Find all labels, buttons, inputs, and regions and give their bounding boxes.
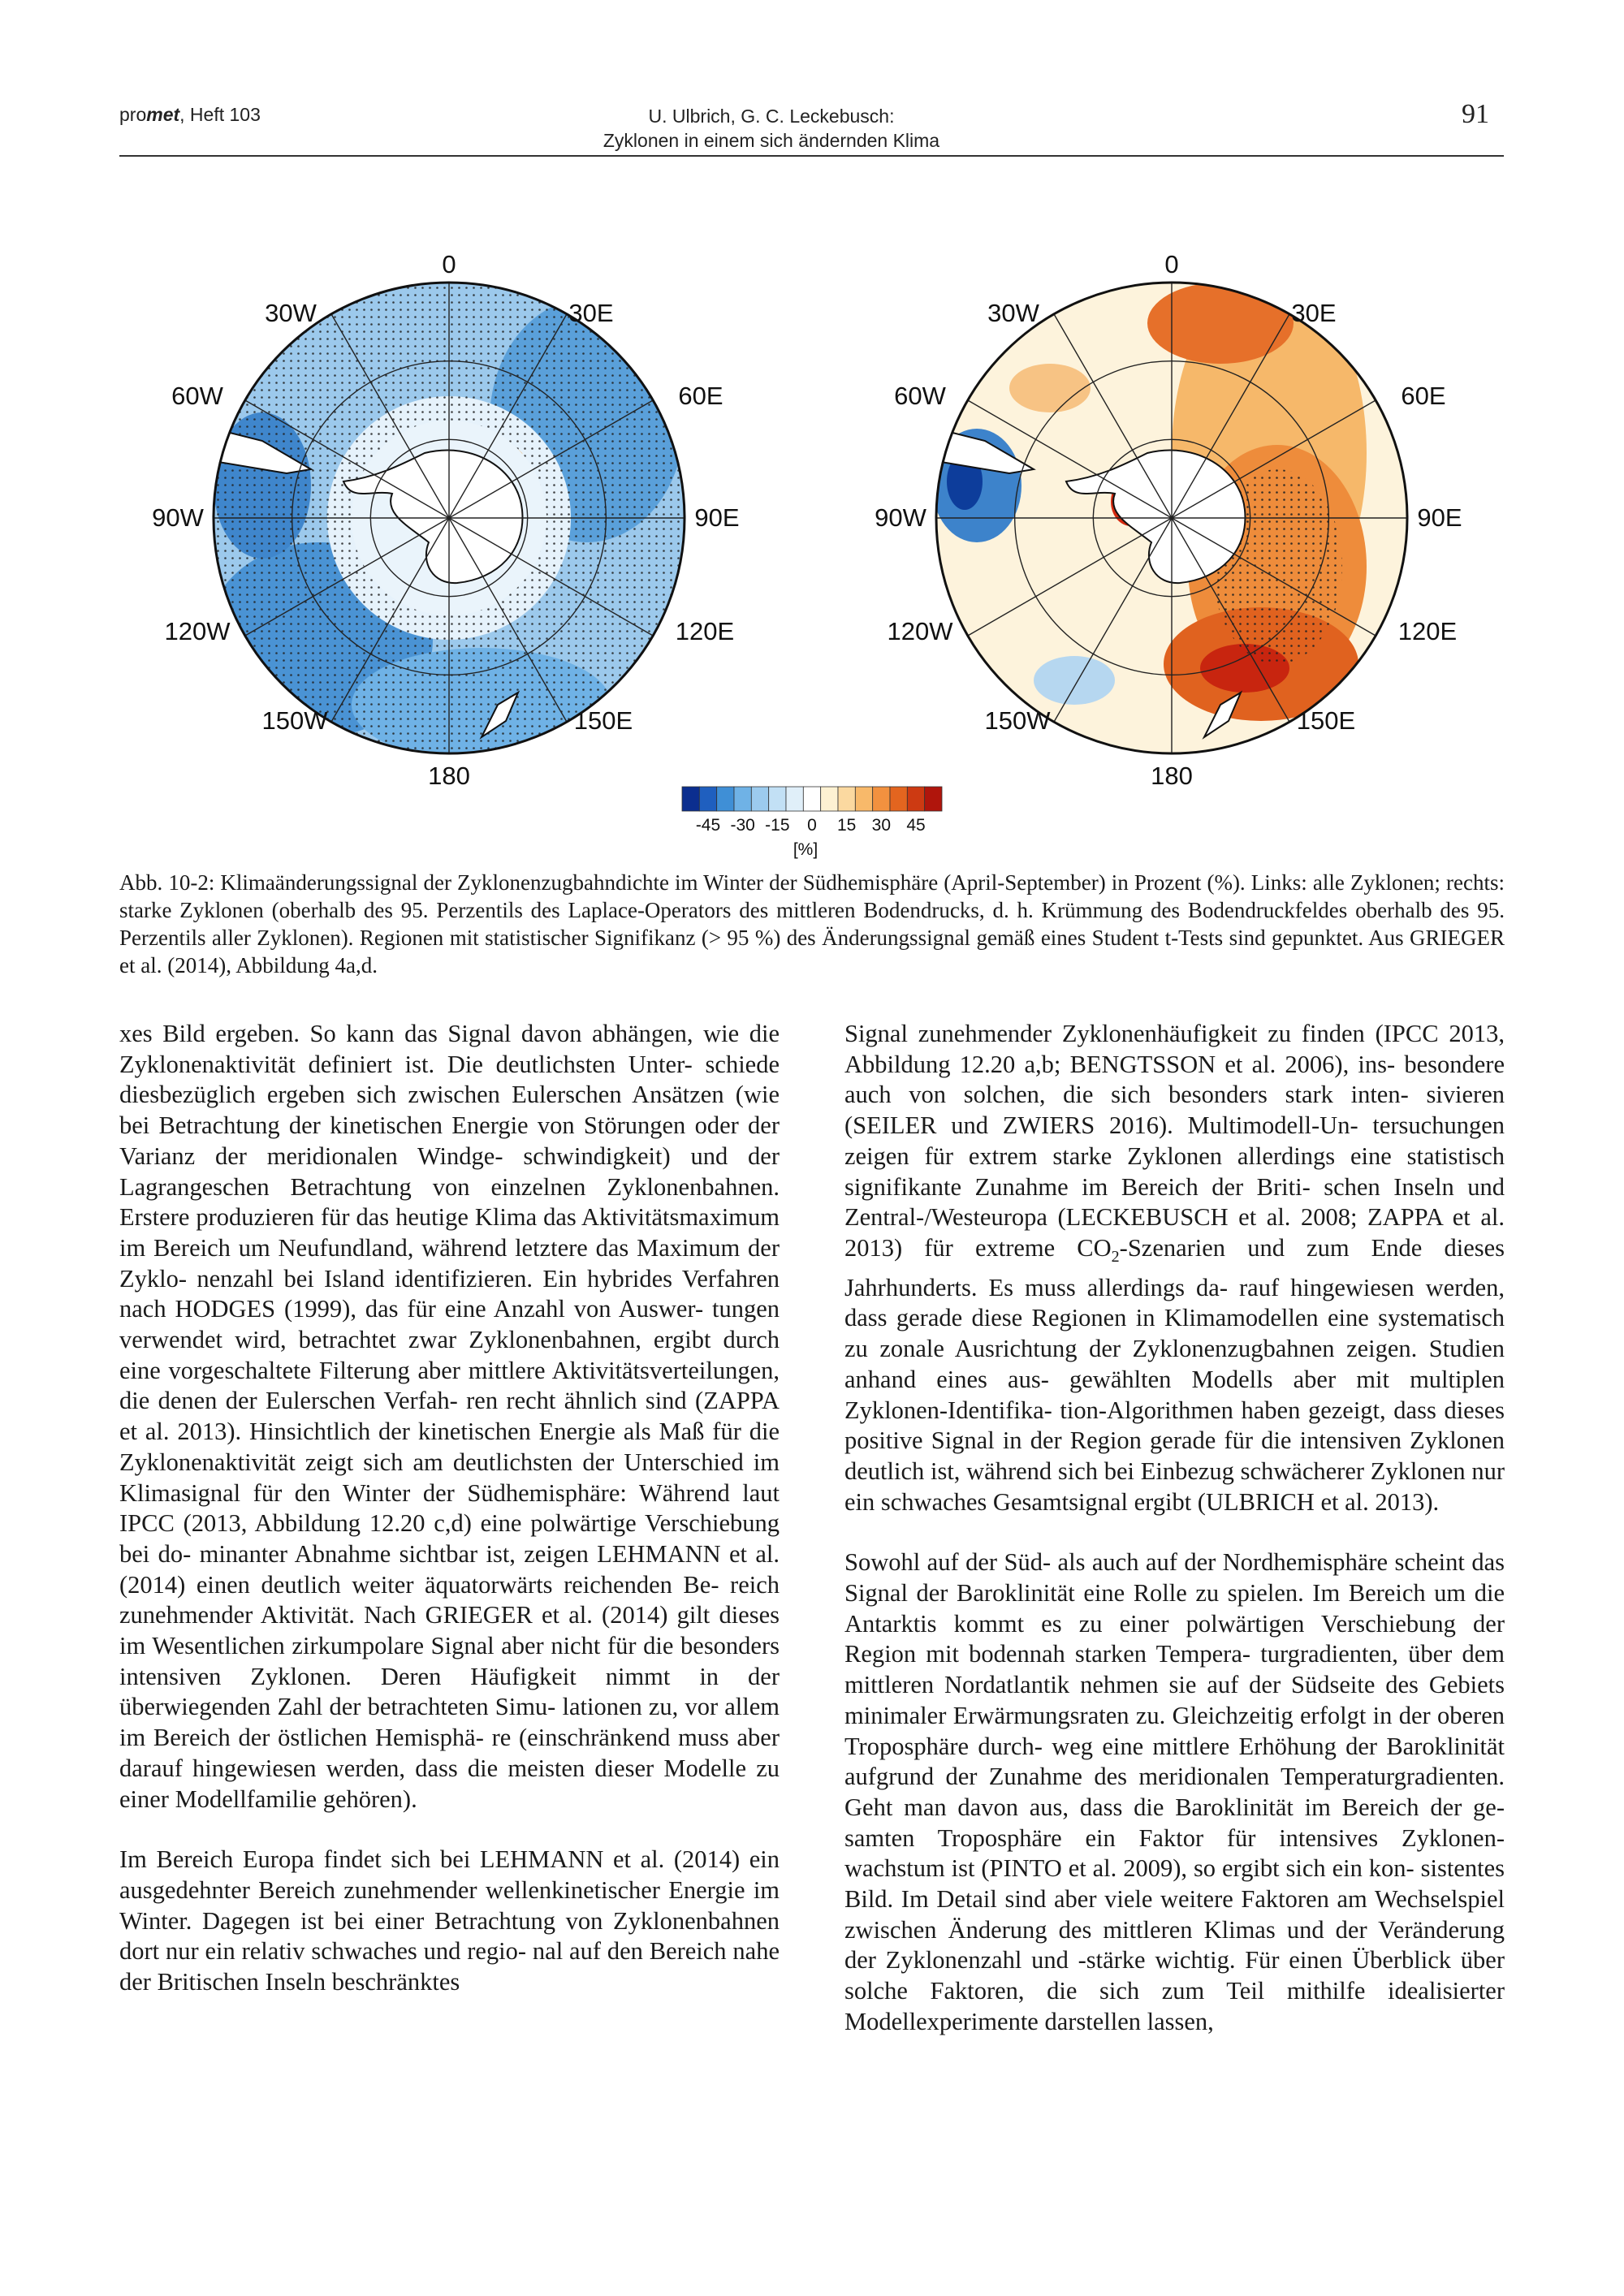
- text-line: in der Region gerade für die intensiven Zyklonen deutlich: [844, 1426, 1505, 1485]
- text-line: Ansätzen (wie bei Betrachtung der kinetischen Energie von: [119, 1081, 780, 1140]
- polar-map-svg: [836, 213, 1543, 862]
- text-line: ein schwaches Gesamtsignal ergibt (ULBRICH et al. 2013).: [844, 1487, 1440, 1516]
- colorbar-tick: 15: [836, 816, 857, 835]
- running-head-article: [568, 104, 974, 153]
- label-150w: 150W: [261, 706, 328, 735]
- text-line: reich zunehmender Aktivität. Nach GRIEGER et al. (2014): [119, 1570, 780, 1629]
- colorbar-swatch: [855, 787, 872, 811]
- colorbar-swatch: [751, 787, 768, 811]
- text-line: für die besonders intensiven Zyklonen. Deren Häufigkeit: [119, 1632, 780, 1690]
- text-line: am Wechselspiel zwischen Änderung des mittleren Klimas: [844, 1885, 1505, 1944]
- text-line: gilt dieses im Wesentlichen zirkumpolare Signal aber nicht: [119, 1601, 780, 1660]
- colorbar-swatch: [682, 787, 699, 811]
- text-line: ren recht ähnlich sind (ZAPPA et al. 2013). Hinsichtlich der: [119, 1387, 780, 1446]
- text-line: Bereich um die Antarktis kommt es zu einer polwärtigen: [844, 1579, 1505, 1638]
- text-line: Signal zunehmender Zyklonenhäufigkeit zu finden (IPCC: [844, 1020, 1449, 1047]
- text-line: schiede diesbezüglich ergeben sich zwischen Eulerschen: [119, 1050, 780, 1109]
- text-line: Zunahme des meridionalen Temperaturgradienten. Geht: [844, 1763, 1505, 1821]
- text-line: und zum Ende dieses Jahrhunderts. Es muss allerdings da-: [844, 1233, 1505, 1301]
- text-line: nimmt in der überwiegenden Zahl der betrachteten Simu-: [119, 1662, 780, 1721]
- text-line: Abbildung 12.20 c,d) eine polwärtige Verschiebung bei do-: [119, 1509, 780, 1568]
- label-60w: 60W: [894, 382, 946, 410]
- text-line: Klimamodellen eine systematisch zu zonale Ausrichtung: [844, 1304, 1505, 1363]
- map-strong-cyclones: [836, 213, 1543, 862]
- colorbar-tick: -30: [730, 816, 755, 835]
- paragraph: [119, 1845, 780, 1998]
- page-number: 91: [1462, 99, 1489, 129]
- paragraph: [119, 1019, 780, 1815]
- journal-name-emph: met: [146, 104, 180, 125]
- colorbar-tick: 30: [871, 816, 892, 835]
- text-line: die Zyklonenaktivität definiert ist. Die deutlichsten Unter-: [119, 1020, 780, 1078]
- colorbar-swatch: [821, 787, 838, 811]
- paragraph: [844, 1019, 1505, 1517]
- text-line: nal auf den Bereich nahe der Britischen Inseln beschränktes: [119, 1937, 780, 1996]
- colorbar-swatch: [769, 787, 786, 811]
- colorbar-swatch: [907, 787, 924, 811]
- text-line: Bodendruckfeldes oberhalb des 95. Perzentils aller Zyklonen). Regionen mit statistischer Signifikanz (> 95 %) des Änderungssignal gemäß: [119, 898, 1505, 950]
- label-30e: 30E: [568, 299, 614, 327]
- paragraph-part: [844, 1234, 1505, 1516]
- co2-subscript: 2: [1111, 1248, 1120, 1267]
- text-column-right: [844, 1019, 1505, 2038]
- text-line: minanter Abnahme sichtbar ist, zeigen LEHMANN et al.: [199, 1539, 780, 1568]
- text-line: weg eine mittlere Erhöhung der Baroklinität aufgrund der: [844, 1732, 1505, 1791]
- label-60e: 60E: [678, 382, 723, 410]
- text-line: (2014) einen deutlich weiter äquatorwärts reichenden Be-: [119, 1570, 731, 1599]
- label-180-deg: 180: [1151, 762, 1193, 790]
- label-90w: 90W: [875, 503, 926, 532]
- colorbar-unit: [%]: [793, 840, 818, 859]
- text-line: Im Bereich Europa findet sich bei LEHMANN et al. (2014): [119, 1845, 749, 1874]
- label-0-deg: 0: [1164, 250, 1179, 278]
- text-line: gewählten Modells aber mit multiplen Zyklonen-Identifika-: [844, 1365, 1505, 1424]
- text-line: besondere auch von solchen, die sich besonders stark inten-: [844, 1050, 1505, 1109]
- journal-issue: , Heft 103: [179, 104, 261, 125]
- label-90e: 90E: [694, 503, 740, 532]
- running-head-title: Zyklonen in einem sich ändernden Klima: [603, 130, 940, 151]
- text-line: tersuchungen zeigen für extrem starke Zyklonen allerdings: [844, 1111, 1505, 1170]
- label-60e: 60E: [1401, 382, 1446, 410]
- colorbar-swatch: [699, 787, 716, 811]
- header-rule: [119, 155, 1504, 157]
- label-120e: 120E: [675, 617, 735, 645]
- map-all-cyclones: [114, 213, 820, 862]
- text-line: gehören).: [322, 1785, 417, 1813]
- label-180-deg: 180: [428, 762, 470, 790]
- text-line: Für einen Überblick über solche Faktoren, die sich zum Teil: [844, 1946, 1505, 2005]
- figure-caption: [119, 869, 1505, 979]
- colorbar-legend: [679, 785, 955, 870]
- text-line: einzelnen Zyklonenbahnen. Erstere produzieren für das: [119, 1172, 780, 1232]
- colorbar-tick: 0: [807, 816, 817, 835]
- text-line: lationen zu, vor allem im Bereich der östlichen Hemisphä-: [119, 1693, 780, 1752]
- colorbar-swatch: [803, 787, 820, 811]
- text-line: Abb. 10-2: Klimaänderungssignal der Zyklonenzugbahndichte im Winter der Südhemisphäre (April-September) in Prozent (%). Links:: [119, 870, 1313, 895]
- colorbar-swatch: [734, 787, 751, 811]
- label-120w: 120W: [164, 617, 231, 645]
- text-line: samten Troposphäre ein Faktor für intensives Zyklonen-: [844, 1823, 1505, 1852]
- text-line: Zyklonenbahnen dort nur ein relativ schwaches und regio-: [119, 1906, 780, 1966]
- label-90w: 90W: [152, 503, 204, 532]
- text-line: mithilfe idealisierter Modellexperimente darstellen lassen,: [844, 1977, 1505, 2035]
- text-line: schen Inseln und Zentral-/Westeuropa (LECKEBUSCH et: [844, 1172, 1505, 1232]
- text-line: zu. Gleichzeitig erfolgt in der oberen Troposphäre durch-: [844, 1701, 1505, 1760]
- label-150w: 150W: [984, 706, 1051, 735]
- text-line: scheint das Signal der Baroklinität eine Rolle zu spielen. Im: [844, 1548, 1505, 1608]
- text-line: heutige Klima das Aktivitätsmaximum im Bereich um: [119, 1203, 780, 1262]
- label-0-deg: 0: [442, 250, 456, 278]
- text-line: rauf hingewiesen werden, dass gerade diese Regionen in: [844, 1273, 1505, 1332]
- label-120w: 120W: [887, 617, 953, 645]
- co2-post: -Szenarien: [1119, 1233, 1226, 1262]
- text-line: eine statistisch signifikante Zunahme im Bereich der Briti-: [844, 1142, 1505, 1201]
- text-line: sich am deutlichsten der Unterschied im Klimasignal für: [119, 1448, 780, 1507]
- paragraph-part: [844, 1020, 1505, 1231]
- colorbar-tick: 45: [906, 816, 926, 835]
- colorbar-swatch: [925, 787, 942, 811]
- colorbar-swatch: [717, 787, 734, 811]
- text-line: Störungen oder der Varianz der meridionalen Windge-: [119, 1111, 780, 1170]
- polar-map-svg: [114, 213, 820, 862]
- colorbar-swatch: [890, 787, 907, 811]
- text-line: re (einschränkend muss aber darauf hingewiesen werden,: [119, 1724, 780, 1782]
- label-30w: 30W: [265, 299, 317, 327]
- text-line: Aktivitätsverteilungen, die denen der Eulerschen Verfah-: [119, 1356, 780, 1415]
- text-line: sivieren (SEILER und ZWIERS 2016). Multimodell-Un-: [844, 1081, 1505, 1140]
- text-column-left: [119, 1019, 780, 1998]
- label-150e: 150E: [1296, 706, 1356, 735]
- text-line: ein ausgedehnter Bereich zunehmender wellenkinetischer: [119, 1845, 780, 1904]
- colorbar-svg: [679, 785, 955, 866]
- colorbar-tick: -15: [765, 816, 790, 835]
- text-line: Sowohl auf der Süd- als auch auf der Nordhemisphäre: [844, 1548, 1395, 1577]
- text-line: xes Bild ergeben. So kann das Signal davon abhängen, wie: [119, 1020, 749, 1047]
- label-120e: 120E: [1397, 617, 1458, 645]
- running-head-authors: U. Ulbrich, G. C. Leckebusch:: [648, 106, 895, 127]
- colorbar-swatch: [838, 787, 855, 811]
- text-line: ist, während sich bei Einbezug schwächerer Zyklonen nur: [930, 1457, 1505, 1485]
- text-line: turgradienten, über dem mittleren Nordatlantik nehmen sie: [844, 1640, 1505, 1699]
- label-150e: 150E: [573, 706, 633, 735]
- journal-name-prefix: pro: [119, 104, 147, 125]
- paragraph: [844, 1547, 1505, 2037]
- text-line: man davon aus, dass die Baroklinität im Bereich der ge-: [904, 1793, 1505, 1821]
- text-line: Energie im Winter. Dagegen ist bei einer Betrachtung von: [119, 1875, 780, 1935]
- colorbar-tick: -45: [695, 816, 721, 835]
- text-line: der Zyklonenzugbahnen zeigen. Studien anhand eines aus-: [844, 1335, 1505, 1393]
- text-line: ergibt durch eine vorgeschaltete Filterung aber mittlere: [119, 1326, 780, 1384]
- co2-pre: al. 2008; ZAPPA et al. 2013) für extreme CO: [844, 1203, 1505, 1262]
- text-line: eines Student t-Tests sind gepunktet. Aus GRIEGER et al. (2014), Abbildung 4a,d.: [119, 926, 1505, 978]
- text-line: Neufundland, während letztere das Maximum der Zyklo-: [119, 1233, 780, 1293]
- text-line: und der Veränderung der Zyklonenzahl und -stärke wichtig.: [844, 1915, 1505, 1974]
- text-line: den Winter der Südhemisphäre: Während laut IPCC (2013,: [119, 1478, 780, 1538]
- text-line: auf der Südseite des Gebiets minimaler Erwärmungsraten: [844, 1671, 1505, 1729]
- text-line: Verschiebung der Region mit bodennah starken Tempera-: [844, 1609, 1505, 1668]
- text-line: dass die meisten dieser Modelle zu einer Modellfamilie: [119, 1754, 780, 1813]
- text-line: nach HODGES (1999), das für eine Anzahl von Auswer-: [119, 1295, 712, 1323]
- text-line: kinetischen Energie als Maß für die Zyklonenaktivität zeigt: [119, 1418, 780, 1476]
- label-30e: 30E: [1291, 299, 1337, 327]
- label-90e: 90E: [1417, 503, 1462, 532]
- text-line: tungen verwendet wird, betrachtet zwar Zyklonenbahnen,: [119, 1295, 780, 1354]
- colorbar-swatch: [786, 787, 803, 811]
- text-line: 2013, Abbildung 12.20 a,b; BENGTSSON et al. 2006), ins-: [844, 1020, 1505, 1078]
- colorbar-swatch: [873, 787, 890, 811]
- text-line: tion-Algorithmen haben gezeigt, dass dieses positive Signal: [844, 1396, 1505, 1455]
- text-line: sistentes Bild. Im Detail sind aber viele weitere Faktoren: [844, 1854, 1505, 1914]
- text-line: alle Zyklonen; rechts: starke Zyklonen (oberhalb des 95. Perzentils des Laplace-Operators des mittleren Bodendrucks, d. h. Krümmung des: [119, 870, 1505, 922]
- running-head-journal: [119, 104, 261, 126]
- text-line: nenzahl bei Island identifizieren. Ein hybrides Verfahren: [197, 1264, 780, 1293]
- text-line: wachstum ist (PINTO et al. 2009), so ergibt sich ein kon-: [844, 1854, 1421, 1883]
- figure-10-2: [114, 213, 1518, 862]
- label-30w: 30W: [987, 299, 1039, 327]
- label-60w: 60W: [171, 382, 223, 410]
- text-line: schwindigkeit) und der Lagrangeschen Betrachtung von: [119, 1142, 780, 1201]
